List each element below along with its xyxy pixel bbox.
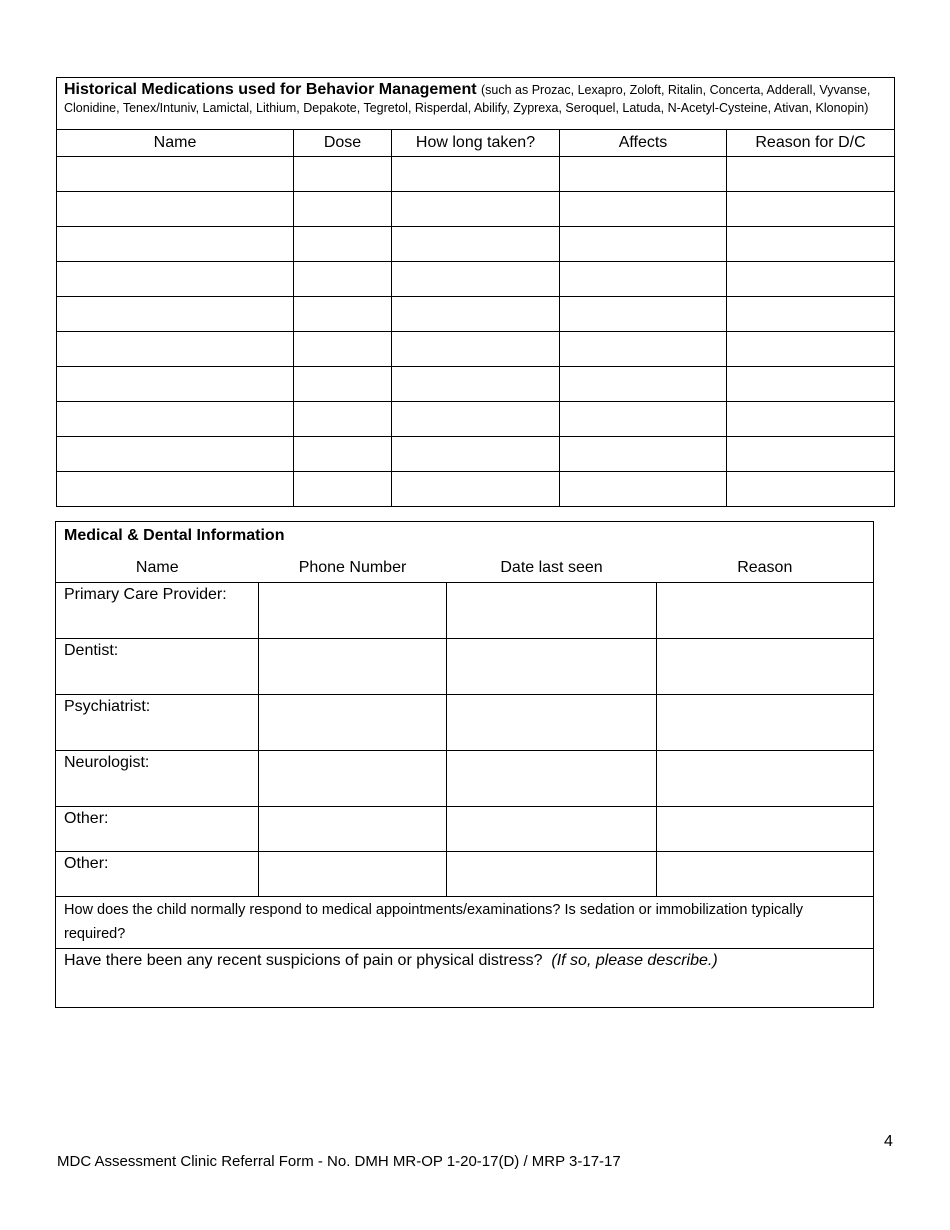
column-header-reason: Reason	[657, 553, 874, 583]
name-field[interactable]	[57, 297, 294, 332]
column-header-name: Name	[56, 553, 259, 583]
provider-label-other: Other:	[56, 807, 259, 852]
column-header-how-long-taken: How long taken?	[392, 130, 560, 157]
provider-label-other: Other:	[56, 852, 259, 897]
date-last-seen-field[interactable]	[447, 639, 657, 695]
affects-field[interactable]	[560, 472, 727, 507]
medication-row	[57, 262, 895, 297]
reason-for-dc-field[interactable]	[727, 297, 895, 332]
medication-row	[57, 437, 895, 472]
provider-label-neurologist: Neurologist:	[56, 751, 259, 807]
date-last-seen-field[interactable]	[447, 751, 657, 807]
pain-distress-question-text: Have there been any recent suspicions of pain or physical distress?	[64, 952, 543, 969]
medication-row	[57, 227, 895, 262]
column-header-date-last-seen: Date last seen	[447, 553, 657, 583]
medication-row	[57, 367, 895, 402]
dose-field[interactable]	[294, 402, 392, 437]
reason-field[interactable]	[657, 695, 874, 751]
reason-field[interactable]	[657, 852, 874, 897]
affects-field[interactable]	[560, 227, 727, 262]
affects-field[interactable]	[560, 262, 727, 297]
how-long-taken-field[interactable]	[392, 402, 560, 437]
affects-field[interactable]	[560, 297, 727, 332]
column-header-name: Name	[57, 130, 294, 157]
medical-dental-table	[55, 521, 874, 1008]
how-long-taken-field[interactable]	[392, 297, 560, 332]
how-long-taken-field[interactable]	[392, 437, 560, 472]
dose-field[interactable]	[294, 297, 392, 332]
provider-row-other-2	[56, 852, 874, 897]
phone-number-field[interactable]	[259, 695, 447, 751]
name-field[interactable]	[57, 367, 294, 402]
date-last-seen-field[interactable]	[447, 807, 657, 852]
provider-label-primary-care: Primary Care Provider:	[56, 583, 259, 639]
phone-number-field[interactable]	[259, 807, 447, 852]
reason-for-dc-field[interactable]	[727, 157, 895, 192]
reason-for-dc-field[interactable]	[727, 227, 895, 262]
reason-for-dc-field[interactable]	[727, 367, 895, 402]
date-last-seen-field[interactable]	[447, 583, 657, 639]
name-field[interactable]	[57, 227, 294, 262]
reason-for-dc-field[interactable]	[727, 262, 895, 297]
provider-row-psychiatrist	[56, 695, 874, 751]
dose-field[interactable]	[294, 437, 392, 472]
reason-for-dc-field[interactable]	[727, 192, 895, 227]
phone-number-field[interactable]	[259, 583, 447, 639]
how-long-taken-field[interactable]	[392, 157, 560, 192]
affects-field[interactable]	[560, 157, 727, 192]
date-last-seen-field[interactable]	[447, 695, 657, 751]
medication-row	[57, 472, 895, 507]
medication-row	[57, 297, 895, 332]
how-long-taken-field[interactable]	[392, 367, 560, 402]
historical-medications-header	[57, 78, 895, 130]
provider-label-psychiatrist: Psychiatrist:	[56, 695, 259, 751]
medical-dental-column-headers	[56, 553, 874, 583]
historical-medications-column-headers	[57, 130, 895, 157]
historical-medications-table	[56, 77, 895, 507]
page-number: 4	[884, 1133, 893, 1150]
pain-distress-question-note: (If so, please describe.)	[551, 952, 718, 969]
provider-row-primary-care	[56, 583, 874, 639]
name-field[interactable]	[57, 402, 294, 437]
reason-field[interactable]	[657, 583, 874, 639]
name-field[interactable]	[57, 437, 294, 472]
provider-row-other-1	[56, 807, 874, 852]
name-field[interactable]	[57, 262, 294, 297]
provider-row-neurologist	[56, 751, 874, 807]
dose-field[interactable]	[294, 472, 392, 507]
affects-field[interactable]	[560, 367, 727, 402]
medical-dental-title: Medical & Dental Information	[56, 522, 874, 554]
reason-for-dc-field[interactable]	[727, 437, 895, 472]
historical-medications-rows	[57, 157, 895, 507]
medication-row	[57, 192, 895, 227]
name-field[interactable]	[57, 332, 294, 367]
reason-field[interactable]	[657, 807, 874, 852]
affects-field[interactable]	[560, 402, 727, 437]
appointment-response-question[interactable]: How does the child normally respond to medical appointments/examinations? Is sedation or immobilization typically required?	[56, 897, 874, 949]
date-last-seen-field[interactable]	[447, 852, 657, 897]
form-footer: MDC Assessment Clinic Referral Form - No. DMH MR-OP 1-20-17(D) / MRP 3-17-17	[57, 1153, 621, 1170]
reason-field[interactable]	[657, 751, 874, 807]
medication-row	[57, 332, 895, 367]
how-long-taken-field[interactable]	[392, 332, 560, 367]
dose-field[interactable]	[294, 227, 392, 262]
how-long-taken-field[interactable]	[392, 262, 560, 297]
how-long-taken-field[interactable]	[392, 472, 560, 507]
pain-distress-question[interactable]	[56, 949, 874, 1008]
medication-row	[57, 157, 895, 192]
provider-label-dentist: Dentist:	[56, 639, 259, 695]
name-field[interactable]	[57, 157, 294, 192]
phone-number-field[interactable]	[259, 751, 447, 807]
name-field[interactable]	[57, 472, 294, 507]
historical-medications-title: Historical Medications used for Behavior Management	[64, 81, 477, 98]
dose-field[interactable]	[294, 262, 392, 297]
affects-field[interactable]	[560, 437, 727, 472]
how-long-taken-field[interactable]	[392, 227, 560, 262]
reason-for-dc-field[interactable]	[727, 472, 895, 507]
medication-row	[57, 402, 895, 437]
phone-number-field[interactable]	[259, 852, 447, 897]
dose-field[interactable]	[294, 192, 392, 227]
name-field[interactable]	[57, 192, 294, 227]
reason-for-dc-field[interactable]	[727, 402, 895, 437]
dose-field[interactable]	[294, 332, 392, 367]
column-header-phone-number: Phone Number	[259, 553, 447, 583]
historical-medications-examples: (such as Prozac, Lexapro, Zoloft, Ritalin, Concerta, Adderall, Vyvanse, Clonidine, Tenex/Intuniv, Lamictal, Lithium, Depakote, Tegretol, Risperdal, Abilify, Zyprexa, Seroquel, Latuda, N-Acetyl-Cysteine, Ativan, Klonopin)	[64, 83, 871, 115]
affects-field[interactable]	[560, 192, 727, 227]
reason-for-dc-field[interactable]	[727, 332, 895, 367]
dose-field[interactable]	[294, 367, 392, 402]
phone-number-field[interactable]	[259, 639, 447, 695]
how-long-taken-field[interactable]	[392, 192, 560, 227]
column-header-affects: Affects	[560, 130, 727, 157]
affects-field[interactable]	[560, 332, 727, 367]
column-header-reason-for-dc: Reason for D/C	[727, 130, 895, 157]
reason-field[interactable]	[657, 639, 874, 695]
column-header-dose: Dose	[294, 130, 392, 157]
dose-field[interactable]	[294, 157, 392, 192]
provider-row-dentist	[56, 639, 874, 695]
